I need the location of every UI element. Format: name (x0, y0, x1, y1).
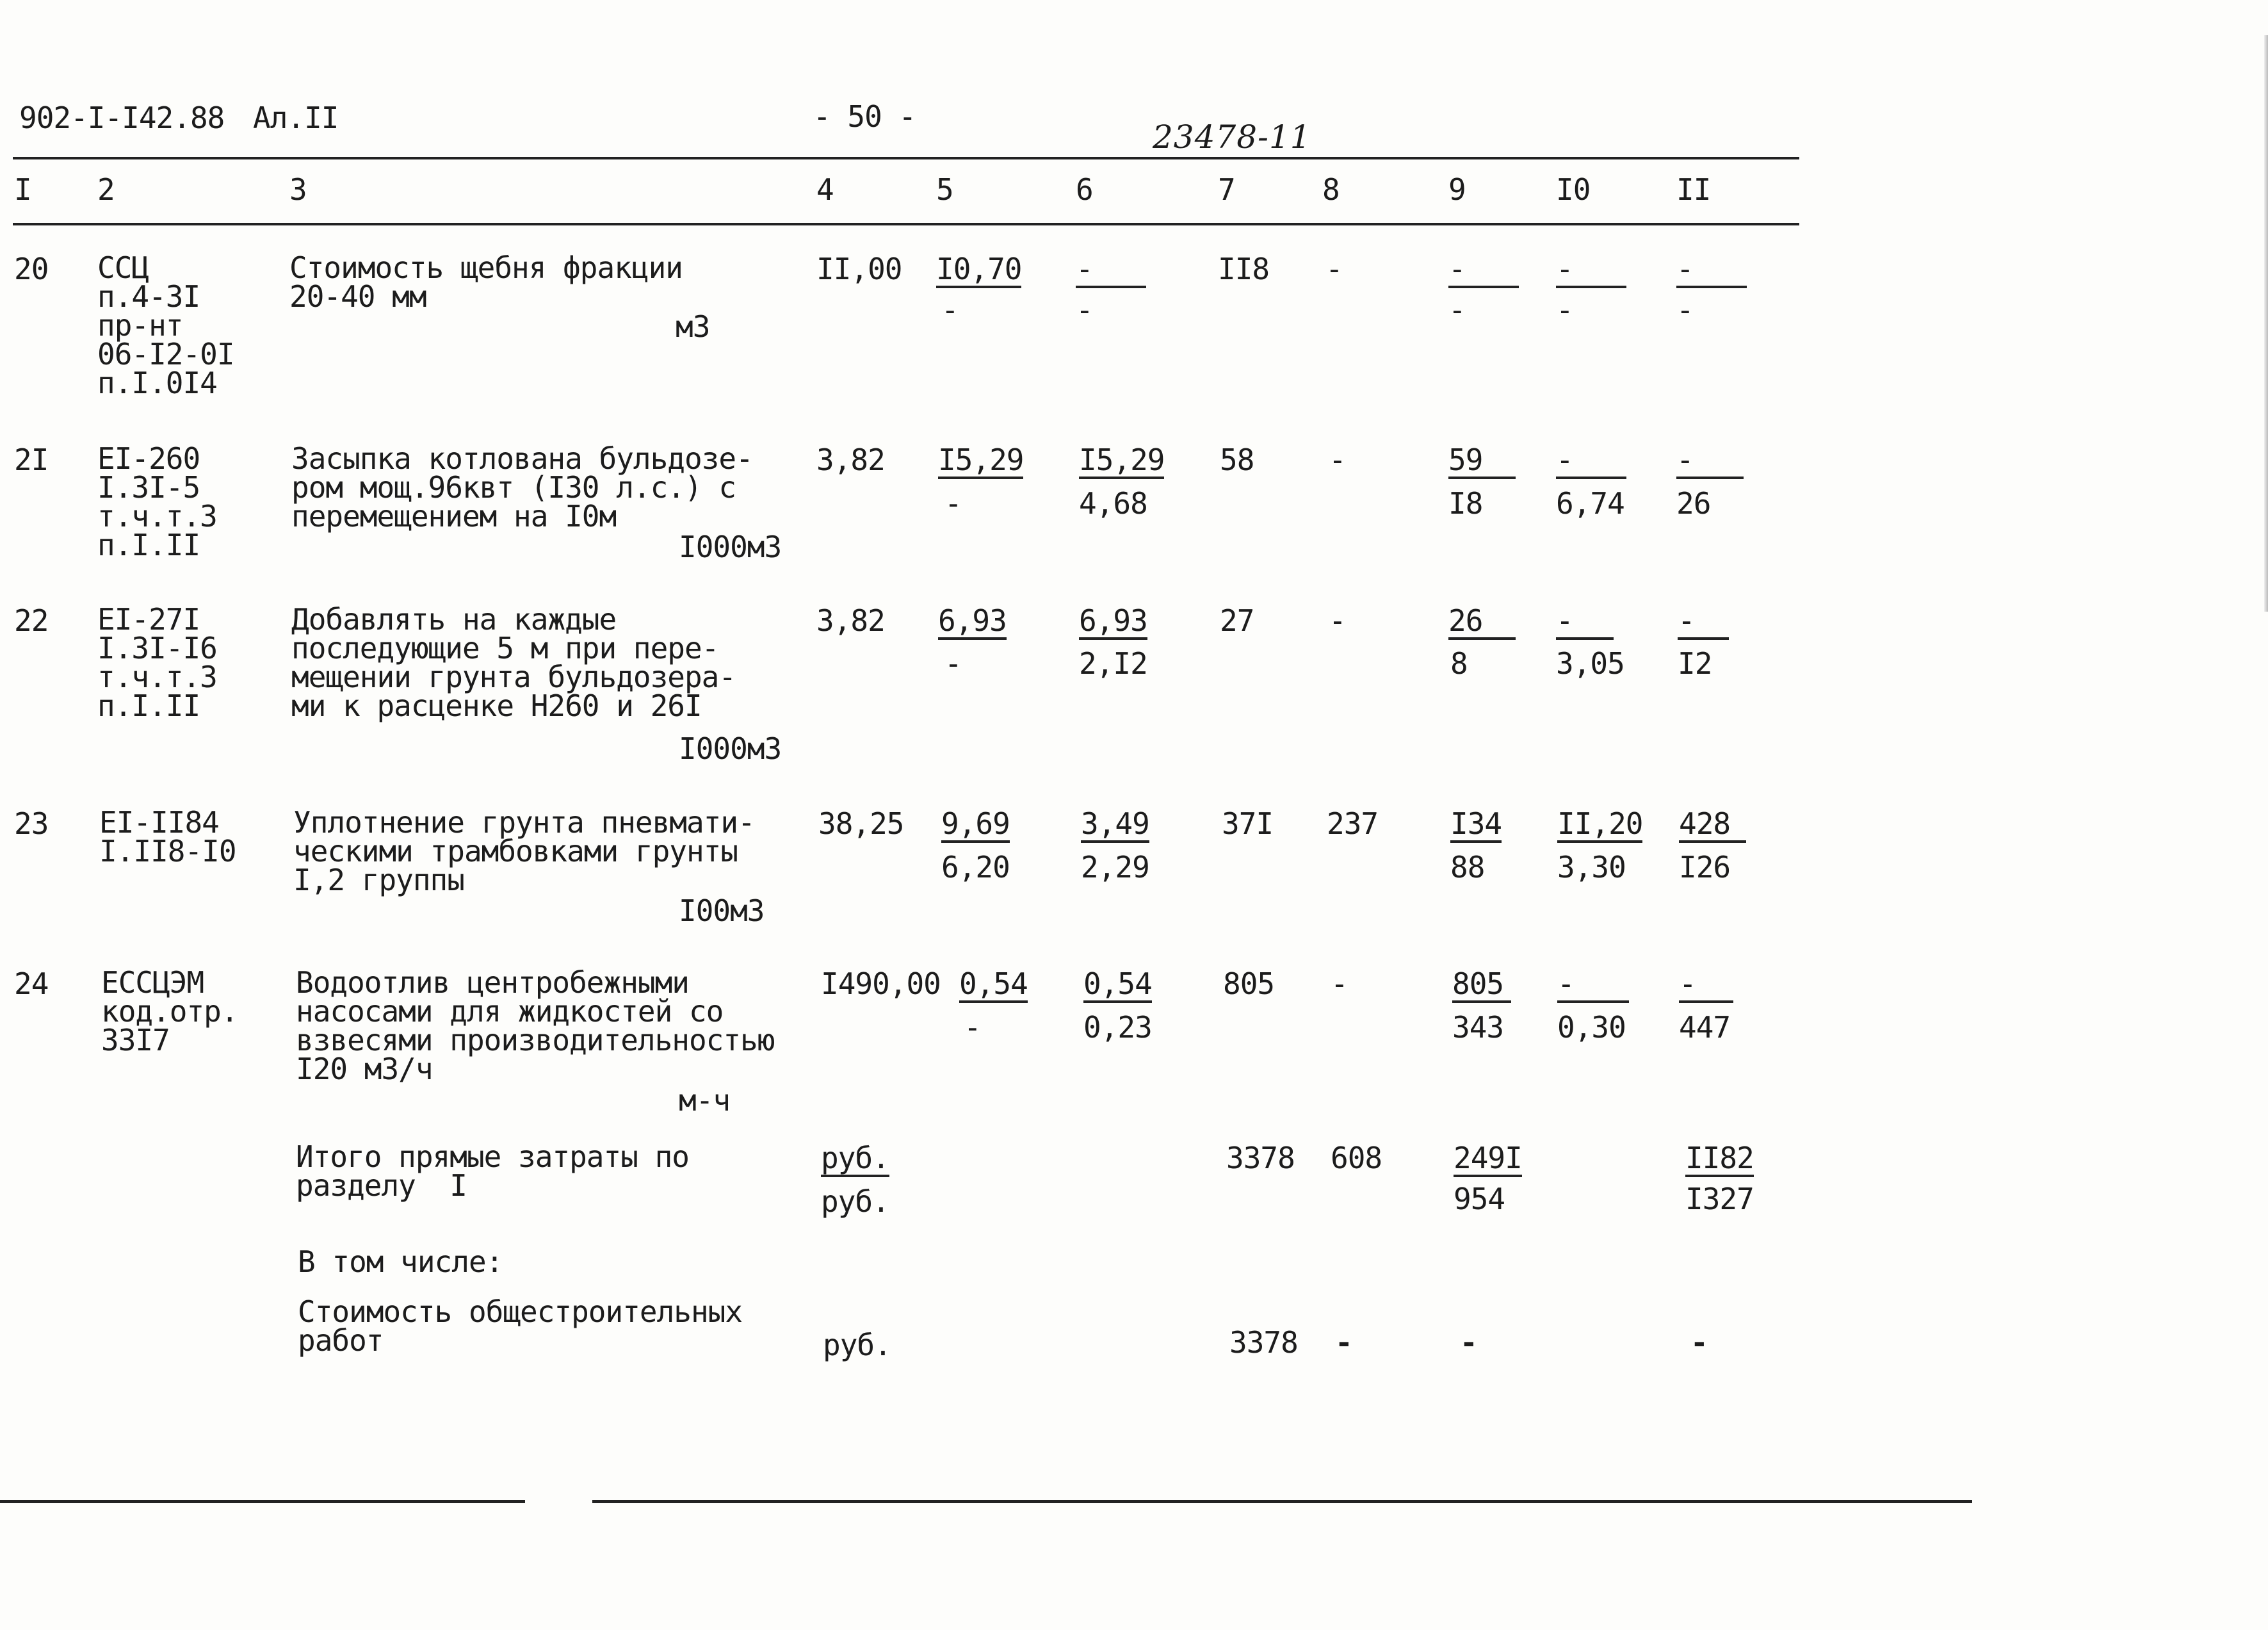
cell-c9-top: - (1448, 254, 1519, 288)
album-label: Ал.II (253, 101, 339, 135)
cell-c6-bottom: 4,68 (1079, 486, 1147, 521)
row-number: 20 (14, 252, 49, 286)
row-code: EI-II84 I.II8-I0 (99, 805, 236, 868)
cell-c5-bottom: 6,20 (941, 850, 1010, 884)
cell-c11-top: 428 (1679, 808, 1746, 843)
page-number: - 50 - (813, 99, 916, 134)
cell-c10-bottom: - (1556, 293, 1573, 327)
row-unit: I000м3 (679, 530, 782, 564)
cell-c4: 3,82 (816, 443, 885, 477)
cell-c9-bottom: 343 (1452, 1010, 1504, 1045)
cell-c5-bottom: - (941, 293, 959, 327)
cell-c6-top: 3,49 (1081, 808, 1149, 843)
row-unit: I000м3 (679, 731, 782, 766)
cell-c10-top: - (1556, 605, 1614, 640)
col-header-9: 9 (1448, 172, 1466, 207)
cell-c4: I490,00 (821, 966, 941, 1001)
row-description: Засыпка котлована бульдозе- ром мощ.96квт (I30 л.с.) с перемещением на I0м (291, 441, 753, 534)
cell-c10-bottom: 6,74 (1556, 486, 1624, 521)
row-number: 22 (14, 603, 49, 638)
cell-c11-bottom: - (1676, 293, 1694, 327)
row-number: 23 (14, 806, 49, 841)
totals-c9-bottom: 954 (1454, 1182, 1505, 1216)
page-edge-shadow (2264, 35, 2268, 612)
row-unit: I00м3 (679, 893, 765, 928)
cell-c7: 58 (1220, 443, 1254, 477)
cell-c6-top: 0,54 (1083, 968, 1152, 1003)
cell-c10-bottom: 0,30 (1557, 1010, 1626, 1045)
cell-c9-bottom: - (1448, 293, 1466, 327)
cell-c6-top: 6,93 (1079, 605, 1147, 640)
footer-rule-right (592, 1500, 1972, 1503)
cell-c7: II8 (1218, 252, 1270, 286)
general-works-c7: 3378 (1229, 1325, 1298, 1360)
general-works-label: Стоимость общестроительных работ (298, 1294, 743, 1358)
cell-c9-bottom: I8 (1448, 486, 1483, 521)
row-code: ССЦ п.4-3I пр-нт 06-I2-0I п.I.0I4 (97, 250, 234, 400)
cell-c6-top: - (1076, 254, 1146, 288)
cell-c5-bottom: - (944, 646, 962, 681)
cell-c11-top: - (1676, 254, 1747, 288)
col-header-6: 6 (1076, 172, 1093, 207)
header-rule-top (13, 157, 1799, 159)
cell-c7: 805 (1223, 966, 1275, 1001)
col-header-2: 2 (97, 172, 115, 207)
col-header-8: 8 (1322, 172, 1340, 207)
row-code: EI-27I I.3I-I6 т.ч.т.3 п.I.II (97, 602, 217, 723)
cell-c6-bottom: - (1076, 293, 1093, 327)
totals-c9-top: 249I (1454, 1143, 1522, 1177)
cell-c5-bottom: - (944, 486, 962, 521)
row-number: 24 (14, 966, 49, 1001)
totals-c7: 3378 (1226, 1141, 1295, 1175)
header-rule-bottom (13, 223, 1799, 225)
doc-code: 902-I-I42.88 (19, 101, 225, 135)
cell-c11-top: - (1679, 968, 1733, 1003)
col-header-3: 3 (289, 172, 307, 207)
row-number: 2I (14, 443, 49, 477)
totals-c8: 608 (1331, 1141, 1382, 1175)
cell-c8: - (1329, 443, 1346, 477)
col-header-11: II (1676, 172, 1711, 207)
general-works-c8: - (1335, 1325, 1352, 1360)
cell-c9-bottom: 8 (1450, 646, 1468, 681)
cell-c10-bottom: 3,30 (1557, 850, 1626, 884)
row-description: Добавлять на каждые последующие 5 м при пере- мещении грунта бульдозера- ми к расценке Н260 и 26I (291, 602, 736, 723)
totals-c11-top: II82 (1685, 1143, 1754, 1177)
cell-c9-top: I34 (1450, 808, 1502, 843)
cell-c11-top: - (1678, 605, 1729, 640)
cell-c5-top: I0,70 (936, 254, 1021, 288)
cell-c8: - (1331, 966, 1348, 1001)
cell-c4: 38,25 (818, 806, 904, 841)
cell-c8: - (1325, 252, 1343, 286)
cell-c5-bottom: - (964, 1010, 981, 1045)
col-header-4: 4 (816, 172, 834, 207)
footer-rule-left (0, 1500, 525, 1503)
cell-c10-bottom: 3,05 (1556, 646, 1624, 681)
cell-c4: 3,82 (816, 603, 885, 638)
totals-c11-bottom: I327 (1685, 1182, 1754, 1216)
cell-c9-bottom: 88 (1450, 850, 1485, 884)
row-unit: м3 (676, 309, 710, 344)
cell-c5-top: 0,54 (959, 968, 1028, 1003)
row-code: EI-260 I.3I-5 т.ч.т.3 п.I.II (97, 441, 217, 562)
cell-c6-bottom: 2,29 (1081, 850, 1149, 884)
general-works-c11: - (1690, 1325, 1708, 1360)
cell-c10-top: - (1556, 444, 1626, 479)
col-header-7: 7 (1218, 172, 1235, 207)
row-code: ЕССЦЭМ код.отр. 33I7 (101, 965, 238, 1057)
row-description: Стоимость щебня фракции 20-40 мм (289, 250, 683, 314)
col-header-10: I0 (1556, 172, 1591, 207)
row-description: Уплотнение грунта пневмати- ческими трамбовками грунты I,2 группы (293, 805, 755, 897)
general-works-c9: - (1460, 1325, 1477, 1360)
including-label: В том числе: (298, 1244, 503, 1279)
cell-c5-top: 9,69 (941, 808, 1010, 843)
cell-c10-top: II,20 (1557, 808, 1642, 843)
row-unit: м-ч (679, 1083, 731, 1118)
cell-c8: 237 (1327, 806, 1379, 841)
general-works-unit: руб. (823, 1328, 891, 1362)
row-description: Водоотлив центробежными насосами для жидкостей со взвесями производительностью I20 м3/ч (296, 965, 775, 1086)
cell-c11-bottom: I2 (1678, 646, 1712, 681)
cell-c11-bottom: I26 (1679, 850, 1731, 884)
cell-c9-top: 805 (1452, 968, 1511, 1003)
handwritten-number: 23478-11 (1153, 118, 1311, 156)
cell-c4: II,00 (816, 252, 902, 286)
totals-unit-top: руб. (821, 1143, 889, 1177)
cell-c7: 27 (1220, 603, 1254, 638)
cell-c8: - (1329, 603, 1346, 638)
cell-c6-top: I5,29 (1079, 444, 1164, 479)
totals-unit-bottom: руб. (821, 1184, 889, 1219)
cell-c6-bottom: 2,I2 (1079, 646, 1147, 681)
cell-c5-top: 6,93 (938, 605, 1007, 640)
cell-c11-bottom: 26 (1676, 486, 1711, 521)
col-header-5: 5 (936, 172, 953, 207)
totals-label: Итого прямые затраты по разделу I (296, 1139, 689, 1203)
cell-c6-bottom: 0,23 (1083, 1010, 1152, 1045)
cell-c11-top: - (1676, 444, 1744, 479)
cell-c7: 37I (1222, 806, 1274, 841)
cell-c9-top: 59 (1448, 444, 1516, 479)
cell-c11-bottom: 447 (1679, 1010, 1731, 1045)
cell-c10-top: - (1557, 968, 1629, 1003)
cell-c10-top: - (1556, 254, 1626, 288)
cell-c5-top: I5,29 (938, 444, 1023, 479)
cell-c9-top: 26 (1448, 605, 1516, 640)
col-header-1: I (14, 172, 31, 207)
